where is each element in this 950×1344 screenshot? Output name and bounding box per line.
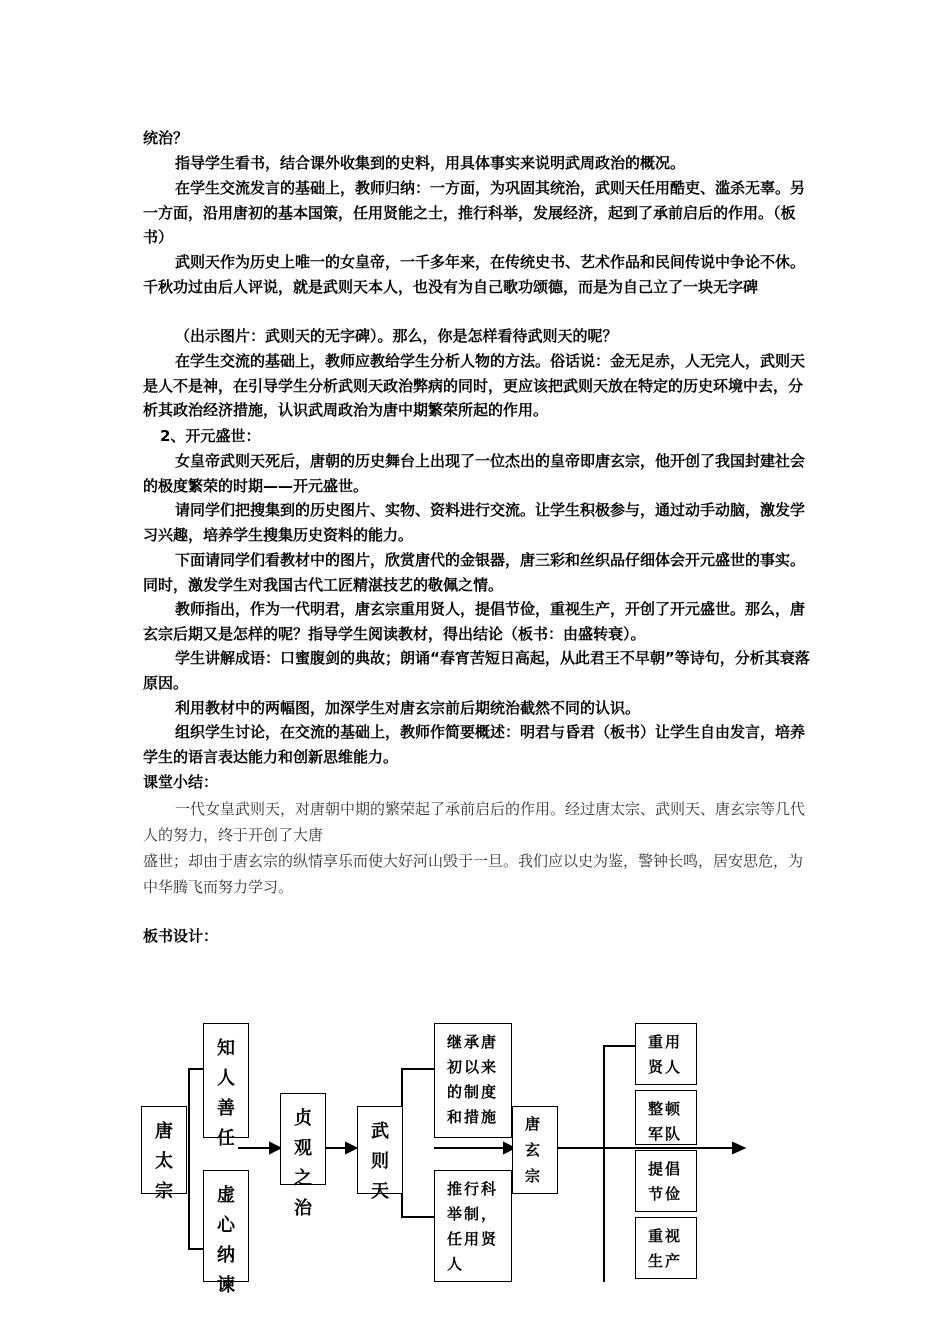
box-taizong xyxy=(141,1106,187,1202)
paragraph-7: 女皇帝武则天死后，唐朝的历史舞台上出现了一位杰出的皇帝即唐玄宗，他开创了我国封建社会的极度繁荣的时期——开元盛世。 xyxy=(143,452,806,495)
box-zhiren xyxy=(203,1023,249,1149)
label-xuanzong: 唐玄宗 xyxy=(525,1115,543,1185)
summary-line-1: 一代女皇武则天，对唐朝中期的繁荣起了承前启后的作用。经过唐太宗、武则天、唐玄宗等几代人的努力，终于开创了大唐 xyxy=(143,800,806,844)
board-title: 板书设计： xyxy=(143,927,219,945)
paragraph-8: 请同学们把搜集到的历史图片、实物、资料进行交流。让学生积极参与，通过动手动脑，激发学习兴趣，培养学生搜集历史资料的能力。 xyxy=(143,501,806,544)
label-zhenguan: 贞观之治 xyxy=(294,1108,312,1219)
box-xuxin xyxy=(203,1170,249,1296)
summary-heading: 课堂小结： xyxy=(143,773,219,791)
label-jicheng: 继承唐初以来的制度和措施 xyxy=(447,1033,499,1126)
paragraph-4: （出示图片：武则天的无字碑）。那么，你是怎样看待武则天的呢？ xyxy=(175,327,618,345)
box-zhongyong xyxy=(635,1023,697,1085)
paragraph-13: 组织学生讨论，在交流的基础上，教师作简要概述：明君与昏君（板书）让学生自由发言，培养学生的语言表达能力和创新思维能力。 xyxy=(143,723,806,766)
paragraph-2: 在学生交流发言的基础上，教师归纳：一方面，为巩固其统治，武则天任用酷吏、滥杀无辜。另一方面，沿用唐初的基本国策，任用贤能之士，推行科举，发展经济，起到了承前启后的作用。（板书） xyxy=(143,179,806,246)
paragraph-5: 在学生交流的基础上，教师应教给学生分析人物的方法。俗话说：金无足赤，人无完人，武则天是人不是神，在引导学生分析武则天政治弊病的同时，更应该把武则天放在特定的历史环境中去，分析其政治经济措施，认识武周政治为唐中期繁荣所起的作用。 xyxy=(143,352,806,419)
arrowhead-to-wuzetian xyxy=(346,1143,356,1153)
paragraph-11: 学生讲解成语：口蜜腹剑的典故；朗诵“春宵苦短日高起，从此君王不早朝”等诗句，分析其衰落原因。 xyxy=(143,649,810,692)
box-xuanzong xyxy=(512,1106,558,1194)
label-xuxin: 虚心纳谏 xyxy=(217,1185,235,1296)
label-wuzetian: 武则天 xyxy=(371,1121,389,1202)
paragraph-0: 统治？ xyxy=(143,129,189,147)
paragraph-3: 武则天作为历史上唯一的女皇帝，一千多年来，在传统史书、艺术作品和民间传说中争论不休。千秋功过由后人评说，就是武则天本人，也没有为自己歌功颂德，而是为自己立了一块无字碑 xyxy=(143,253,806,296)
label-taizong: 唐太宗 xyxy=(155,1121,173,1202)
box-tichang xyxy=(635,1150,697,1212)
box-zhongshi xyxy=(635,1217,697,1279)
section-heading: 2、开元盛世： xyxy=(160,427,261,445)
label-zhengdun: 整顿军队 xyxy=(648,1100,683,1143)
label-tichang: 提倡节俭 xyxy=(648,1160,683,1203)
label-zhongshi: 重视生产 xyxy=(648,1227,683,1270)
box-jicheng xyxy=(434,1023,512,1138)
summary-line-2: 盛世；却由于唐玄宗的纵情享乐而使大好河山毁于一旦。我们应以史为鉴，警钟长鸣，居安思危，为中华腾飞而努力学习。 xyxy=(143,852,804,896)
label-tuixing: 推行科举制，任用贤人 xyxy=(447,1180,499,1273)
paragraph-9: 下面请同学们看教材中的图片，欣赏唐代的金银器，唐三彩和丝织品仔细体会开元盛世的事实。同时，激发学生对我国古代工匠精湛技艺的敬佩之情。 xyxy=(143,551,806,594)
arrowhead-to-zhenguan xyxy=(270,1143,280,1153)
box-zhengdun xyxy=(635,1090,697,1145)
paragraph-1: 指导学生看书，结合课外收集到的史料，用具体事实来说明武周政治的概况。 xyxy=(175,154,686,172)
paragraph-10: 教师指出，作为一代明君，唐玄宗重用贤人，提倡节俭，重视生产，开创了开元盛世。那么，唐玄宗后期又是怎样的呢？指导学生阅读教材，得出结论（板书：由盛转衰）。 xyxy=(143,600,806,643)
box-zhenguan xyxy=(280,1093,326,1219)
arrowhead-final xyxy=(733,1143,744,1153)
paragraph-12: 利用教材中的两幅图，加深学生对唐玄宗前后期统治截然不同的认识。 xyxy=(175,699,641,717)
box-tuixing xyxy=(434,1170,512,1282)
box-wuzetian xyxy=(357,1106,403,1202)
label-zhiren: 知人善任 xyxy=(217,1038,235,1149)
label-zhongyong: 重用贤人 xyxy=(648,1033,683,1076)
